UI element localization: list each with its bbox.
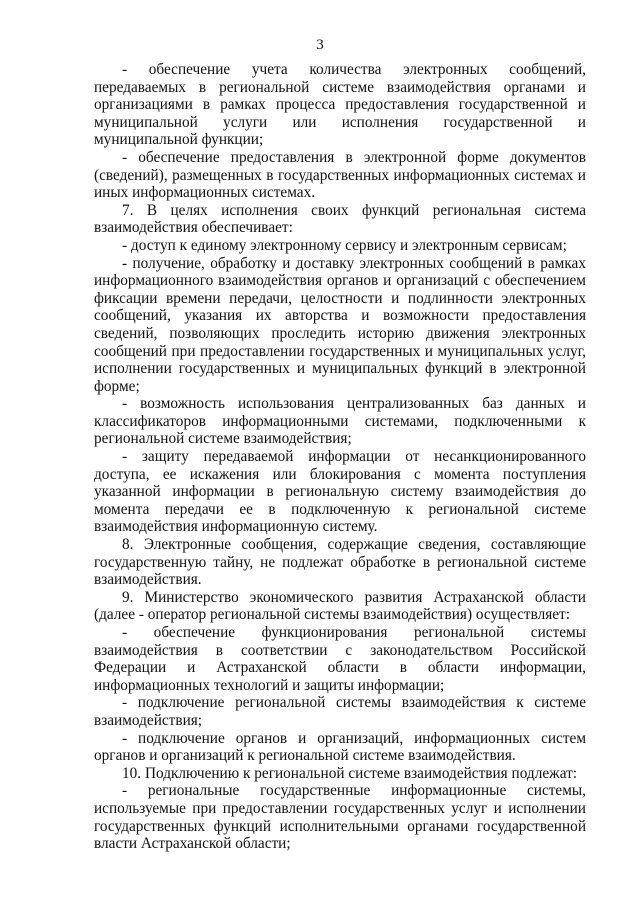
paragraph-1: - обеспечение учета количества электронных сообщений, передаваемых в региональной системе взаимодействия органами и организациями в рамках процесса предоставления государственной и муниципальной услуги или исполнения государственной и муниципальной функции;	[94, 61, 586, 149]
paragraph-2: - обеспечение предоставления в электронной форме документов (сведений), размещенных в государственных информационных системах и иных информационных системах.	[94, 148, 586, 202]
paragraph-8: 8. Электронные сообщения, содержащие сведения, составляющие государственную тайну, не подлежат обработке в региональной системе взаимодействия.	[94, 536, 586, 589]
paragraph-11: - подключение региональной системы взаимодействия к системе взаимодействия;	[94, 694, 586, 729]
document-body	[94, 61, 586, 853]
paragraph-5: - получение, обработку и доставку электронных сообщений в рамках информационного взаимодействия органов и организаций с обеспечением фиксации времени передачи, целостности и подлинности электронных сообщений, указания их авторства и возможности предоставления сведений, позволяющих проследить историю движения электронных сообщений при предоставлении государственных и муниципальных услуг, исполнении государственных и муниципальных функций в электронной форме;	[94, 254, 586, 395]
page-number: 3	[316, 37, 324, 53]
paragraph-3: 7. В целях исполнения своих функций региональная система взаимодействия обеспечивает:	[94, 201, 586, 237]
paragraph-12: - подключение органов и организаций, информационных систем органов и организаций к региональной системе взаимодействия.	[94, 729, 586, 765]
paragraph-4: - доступ к единому электронному сервису и электронным сервисам;	[122, 236, 567, 254]
paragraph-13: 10. Подключению к региональной системе взаимодействия подлежат:	[122, 764, 578, 782]
paragraph-14: - региональные государственные информационные системы, используемые при предоставлении государственных услуг и исполнении государственных функций исполнительными органами государственной власти Астраханской области;	[94, 782, 586, 853]
paragraph-9: 9. Министерство экономического развития Астраханской области (далее - оператор региональной системы взаимодействия) осуществляет:	[94, 588, 586, 624]
paragraph-10: - обеспечение функционирования региональной системы взаимодействия в соответствии с законодательством Российской Федерации и Астраханской области в области информации, информационных технологий и защиты информации;	[94, 624, 586, 694]
paragraph-7: - защиту передаваемой информации от несанкционированного доступа, ее искажения или блокирования с момента поступления указанной информации в региональную систему взаимодействия до момента передачи ее в подключенную к региональной системе взаимодействия информационную систему.	[94, 448, 586, 536]
paragraph-6: - возможность использования централизованных баз данных и классификаторов информационными системами, подключенными к региональной системе взаимодействия;	[94, 395, 586, 448]
